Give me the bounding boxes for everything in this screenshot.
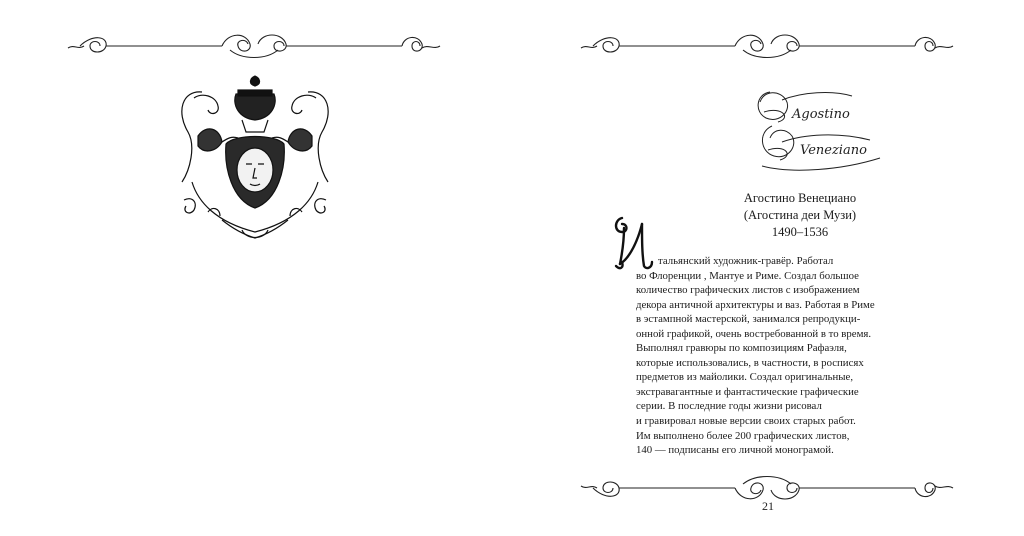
calligraphic-signature	[752, 82, 890, 174]
artist-name: Агостино Венециано	[743, 191, 857, 205]
bio-line: количество графических листов с изображением	[636, 284, 860, 297]
artist-biography	[636, 254, 896, 458]
bio-line: декора античной архитектуры и ваз. Работая в Риме	[636, 298, 875, 311]
artist-years: 1490–1536	[771, 225, 829, 239]
bio-line: предметов из майолики. Создал оригинальные,	[636, 371, 854, 384]
bio-line: и гравировал новые версии своих старых работ.	[636, 415, 856, 428]
bio-line: экстравагантные и фантастические графические	[636, 385, 859, 398]
artist-alt-name: (Агостина деи Музи)	[743, 208, 857, 222]
signature-line-2: Veneziano	[800, 143, 867, 158]
bio-line: онной графикой, очень востребованной в то время.	[636, 327, 872, 340]
bio-line: которые использовались, в частности, в росписях	[636, 356, 864, 369]
bio-line: серии. В последние годы жизни рисовал	[636, 400, 822, 413]
bio-line: Им выполнено более 200 графических листов,	[636, 429, 850, 442]
grotesque-emblem-icon	[172, 72, 338, 244]
artist-title-block	[700, 190, 900, 241]
page-number: 21	[762, 499, 774, 513]
signature-line-1: Agostino	[792, 107, 850, 122]
bio-line: тальянский художник-гравёр. Работал	[658, 255, 834, 267]
top-right-ornament-icon	[575, 26, 959, 62]
bio-line: 140 — подписаны его личной монограмой.	[636, 444, 834, 457]
bio-line: в эстампной мастерской, занимался репродукци-	[636, 313, 861, 326]
bio-line: во Флоренции , Мантуе и Риме. Создал большое	[636, 269, 859, 282]
bio-line: Выполнял гравюры по композициям Рафаэля,	[636, 342, 847, 355]
top-left-ornament-icon	[62, 26, 446, 62]
